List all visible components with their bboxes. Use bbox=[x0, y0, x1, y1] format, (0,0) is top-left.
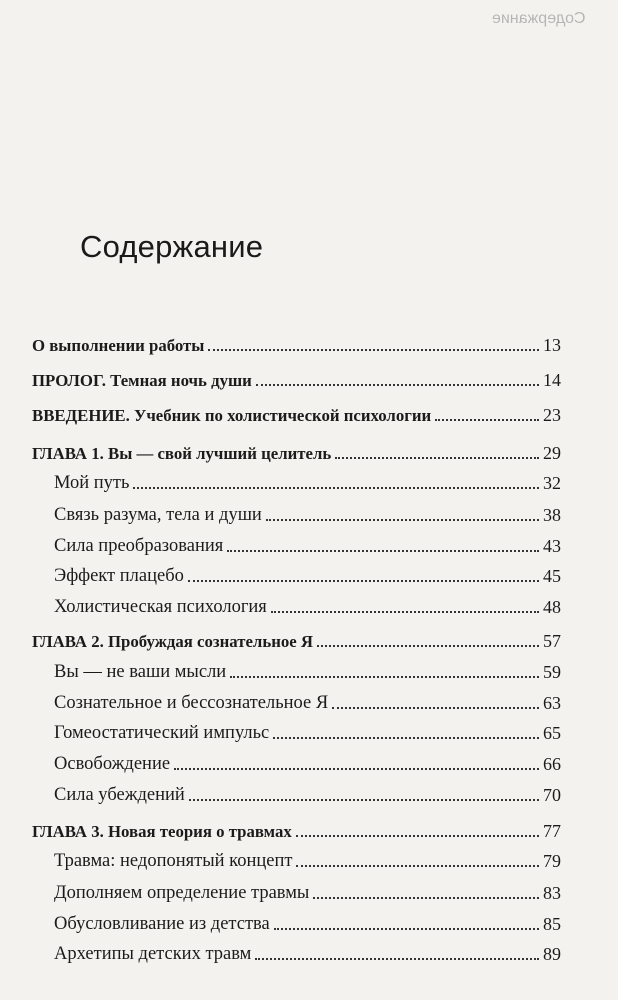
dot-leader bbox=[271, 610, 539, 613]
toc-page-number: 14 bbox=[543, 370, 561, 390]
toc-page-number: 70 bbox=[543, 785, 561, 805]
header-bleed: Содержание bbox=[492, 10, 586, 27]
dot-leader bbox=[335, 456, 539, 459]
toc-chapter-entry bbox=[32, 818, 561, 842]
toc-page-number: 48 bbox=[543, 597, 561, 617]
toc-chapter-entry bbox=[32, 332, 561, 356]
toc-section-entry bbox=[54, 502, 561, 526]
dot-leader bbox=[313, 896, 539, 899]
dot-leader bbox=[296, 834, 539, 837]
toc-chapter-entry bbox=[32, 628, 561, 652]
toc-entry-label: Гомеостатический импульс bbox=[54, 723, 270, 743]
toc-page-number: 13 bbox=[543, 335, 561, 355]
toc-page-number: 83 bbox=[543, 883, 561, 903]
dot-leader bbox=[274, 927, 539, 930]
toc-page-number: 59 bbox=[543, 662, 561, 682]
toc-page-number: 66 bbox=[543, 754, 561, 774]
toc-section-entry bbox=[54, 911, 561, 935]
toc-entry-label: Мой путь bbox=[54, 473, 130, 493]
dot-leader bbox=[255, 957, 539, 960]
toc-entry-label: ВВЕДЕНИЕ. Учебник по холистической психологии bbox=[32, 406, 432, 425]
dot-leader bbox=[332, 706, 539, 709]
toc-entry-label: Обусловливание из детства bbox=[54, 914, 270, 934]
toc-section-entry bbox=[54, 533, 561, 557]
dot-leader bbox=[266, 518, 539, 521]
toc-page-number: 57 bbox=[543, 631, 561, 651]
toc-entry-label: Холистическая психология bbox=[54, 597, 267, 617]
toc-section-entry bbox=[54, 782, 561, 806]
dot-leader bbox=[189, 798, 539, 801]
toc-page-number: 45 bbox=[543, 566, 561, 586]
toc-entry-label: Сила преобразования bbox=[54, 536, 224, 556]
toc-section-entry bbox=[54, 848, 561, 872]
toc-page-number: 43 bbox=[543, 536, 561, 556]
toc-entry-label: Травма: недопонятый концепт bbox=[54, 851, 293, 871]
dot-leader bbox=[188, 579, 539, 582]
toc-page-number: 79 bbox=[543, 851, 561, 871]
toc-page-number: 29 bbox=[543, 443, 561, 463]
toc-chapter-entry bbox=[32, 440, 561, 464]
dot-leader bbox=[273, 736, 539, 739]
toc-page-number: 65 bbox=[543, 723, 561, 743]
toc-entry-label: Вы — не ваши мысли bbox=[54, 662, 227, 682]
toc-section-entry bbox=[54, 563, 561, 587]
toc-section-entry bbox=[54, 720, 561, 744]
toc-section-entry bbox=[54, 880, 561, 904]
toc-page-number: 89 bbox=[543, 944, 561, 964]
toc-entry-label: Сила убеждений bbox=[54, 785, 185, 805]
dot-leader bbox=[133, 486, 539, 489]
toc-page-number: 38 bbox=[543, 505, 561, 525]
dot-leader bbox=[256, 383, 539, 386]
toc-entry-label: Сознательное и бессознательное Я bbox=[54, 693, 329, 713]
toc-page-number: 23 bbox=[543, 405, 561, 425]
toc-entry-label: Архетипы детских травм bbox=[54, 944, 252, 964]
dot-leader bbox=[317, 644, 539, 647]
dot-leader bbox=[227, 549, 539, 552]
toc-section-entry bbox=[54, 941, 561, 965]
toc-entry-label: Эффект плацебо bbox=[54, 566, 184, 586]
toc-chapter-entry bbox=[32, 402, 561, 426]
toc-page-number: 77 bbox=[543, 821, 561, 841]
page-title: Содержание bbox=[80, 228, 264, 264]
dot-leader bbox=[174, 767, 539, 770]
dot-leader bbox=[296, 864, 539, 867]
dot-leader bbox=[435, 418, 539, 421]
toc-entry-label: Освобождение bbox=[54, 754, 171, 774]
toc-entry-label: ПРОЛОГ. Темная ночь души bbox=[32, 371, 252, 390]
toc-page-number: 32 bbox=[543, 473, 561, 493]
toc-entry-label: Дополняем определение травмы bbox=[54, 883, 310, 903]
toc-section-entry bbox=[54, 594, 561, 618]
toc-entry-label: О выполнении работы bbox=[32, 336, 205, 355]
toc-section-entry bbox=[54, 690, 561, 714]
toc-section-entry bbox=[54, 751, 561, 775]
toc-entry-label: Связь разума, тела и души bbox=[54, 505, 262, 525]
toc-entry-label: ГЛАВА 2. Пробуждая сознательное Я bbox=[32, 632, 314, 651]
toc-entry-label: ГЛАВА 3. Новая теория о травмах bbox=[32, 822, 292, 841]
toc-page-number: 85 bbox=[543, 914, 561, 934]
toc-entry-label: ГЛАВА 1. Вы — свой лучший целитель bbox=[32, 444, 332, 463]
toc-section-entry bbox=[54, 470, 561, 494]
toc-chapter-entry bbox=[32, 367, 561, 391]
dot-leader bbox=[230, 675, 539, 678]
toc-section-entry bbox=[54, 659, 561, 683]
dot-leader bbox=[208, 348, 539, 351]
toc-page-number: 63 bbox=[543, 693, 561, 713]
